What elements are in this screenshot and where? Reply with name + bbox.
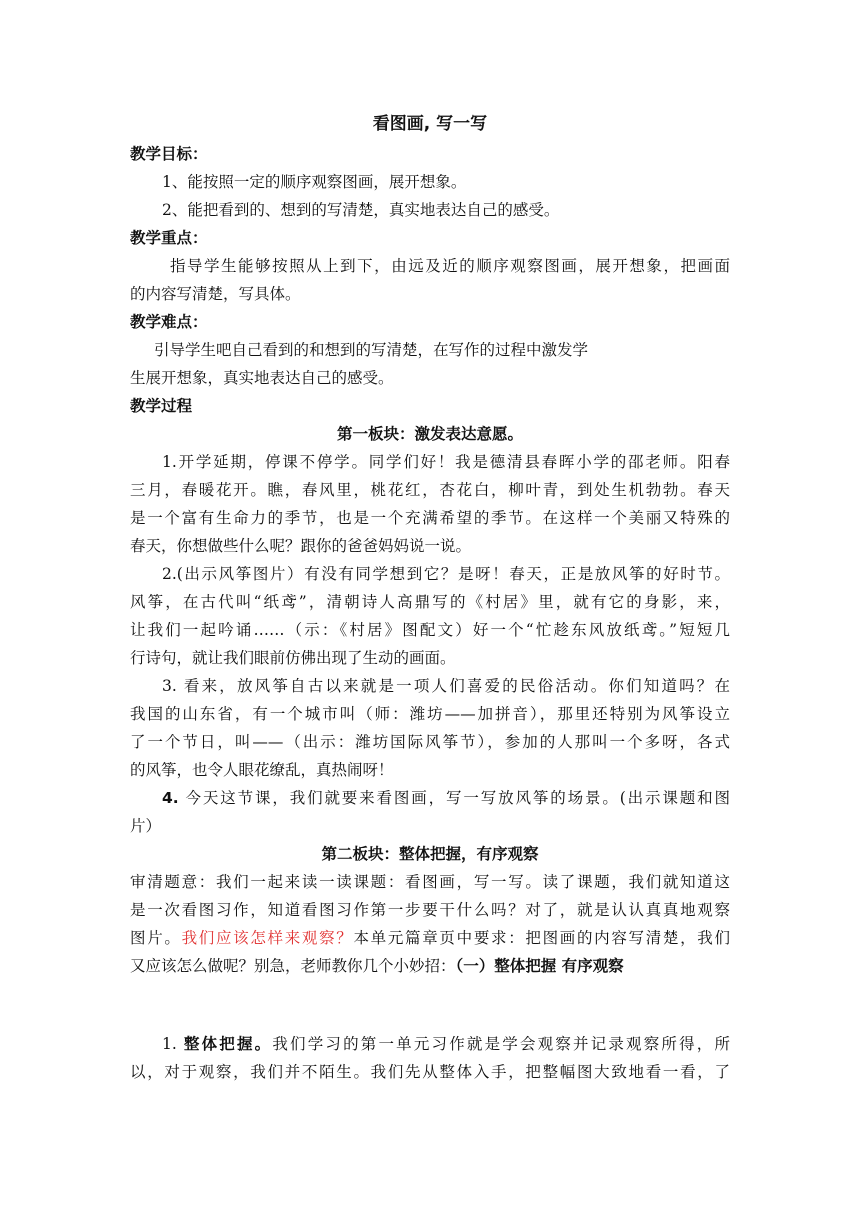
section1-p1-line: 三月，春暖花开。瞧，春风里，桃花红，杏花白，柳叶青，到处生机勃勃。春天 — [130, 481, 730, 499]
section1-p1-line: 1.开学延期，停课不停学。同学们好！我是德清县春晖小学的邵老师。阳春 — [162, 453, 730, 471]
item1-bold-label: 整体把握。 — [183, 1035, 273, 1053]
section1-p2-line: 行诗句，就让我们眼前仿佛出现了生动的画面。 — [130, 649, 456, 667]
section1-p1-line: 是一个富有生命力的季节，也是一个充满希望的季节。在这样一个美丽又特殊的 — [130, 509, 730, 527]
section1-p4-line: 片） — [130, 817, 162, 835]
section2-item1-line: 以，对于观察，我们并不陌生。我们先从整体入手，把整幅图大致地看一看，了 — [130, 1063, 730, 1081]
page-title: 看图画, 写一写 — [372, 114, 488, 134]
section1-p4-number: 4. — [162, 789, 179, 807]
section1-heading: 第一板块：激发表达意愿。 — [336, 425, 523, 443]
section1-p1-line: 春天，你想做些什么呢？跟你的爸爸妈妈说一说。 — [130, 537, 472, 555]
section1-p4-line — [130, 784, 730, 812]
difficulties-line: 引导学生吧自己看到的和想到的写清楚，在写作的过程中激发学 — [154, 341, 589, 359]
section1-p3-line: 3. 看来，放风筝自古以来就是一项人们喜爱的民俗活动。你们知道吗？在 — [162, 677, 730, 695]
section1-p2-line: 让我们一起吟诵……（示：《村居》图配文）好一个“忙趁东风放纸鸢。”短短几 — [130, 621, 730, 639]
section2-item1-line — [130, 1030, 730, 1058]
item1-text: 我们学习的第一单元习作就是学会观察并记录观察所得，所 — [272, 1035, 730, 1053]
key-points-heading: 教学重点： — [130, 229, 208, 247]
section2-line: 审清题意：我们一起来读一读课题：看图画，写一写。读了课题，我们就知道这 — [130, 873, 730, 891]
section2-heading: 第二板块：整体把握，有序观察 — [321, 845, 539, 863]
section1-p3-line: 的风筝，也令人眼花缭乱，真热闹呀！ — [130, 761, 394, 779]
section1-p4-text: 今天这节课，我们就要来看图画，写一写放风筝的场景。(出示课题和图 — [185, 789, 730, 807]
goal-item: 1、能按照一定的顺序观察图画，展开想象。 — [162, 173, 467, 191]
section2-text: 又应该怎么做呢？别急，老师教你几个小妙招： — [130, 957, 456, 975]
highlighted-question: 我们应该怎样来观察？ — [181, 929, 354, 947]
key-points-line: 指导学生能够按照从上到下，由远及近的顺序观察图画，展开想象，把画面 — [170, 257, 730, 275]
section2-line — [130, 952, 730, 980]
section1-p3-line: 我国的山东省，有一个城市叫（师：潍坊——加拼音），那里还特别为风筝设立 — [130, 705, 730, 723]
difficulties-heading: 教学难点： — [130, 313, 208, 331]
key-points-line: 的内容写清楚，写具体。 — [130, 285, 301, 303]
section1-p2-line: 风筝，在古代叫“纸鸢”，清朝诗人高鼎写的《村居》里，就有它的身影，来， — [130, 593, 730, 611]
observation-tip-heading: （一）整体把握 有序观察 — [455, 957, 624, 975]
goals-heading: 教学目标： — [130, 145, 208, 163]
blank-space — [130, 980, 730, 1030]
difficulties-line: 生展开想象，真实地表达自己的感受。 — [130, 369, 394, 387]
section2-line — [130, 924, 730, 952]
section2-text: 图片。 — [130, 929, 182, 947]
item1-number: 1. — [162, 1035, 177, 1053]
process-heading: 教学过程 — [130, 397, 193, 415]
section1-p3-line: 了一个节日，叫——（出示：潍坊国际风筝节），参加的人那叫一个多呀，各式 — [130, 733, 730, 751]
document-body — [130, 108, 730, 1086]
section1-p2-line: 2.(出示风筝图片）有没有同学想到它？是呀！春天，正是放风筝的好时节。 — [162, 565, 730, 583]
section2-text: 本单元篇章页中要求：把图画的内容写清楚，我们 — [353, 929, 730, 947]
goal-item: 2、能把看到的、想到的写清楚，真实地表达自己的感受。 — [162, 201, 560, 219]
section2-line: 是一次看图习作，知道看图习作第一步要干什么吗？对了，就是认认真真地观察 — [130, 901, 730, 919]
